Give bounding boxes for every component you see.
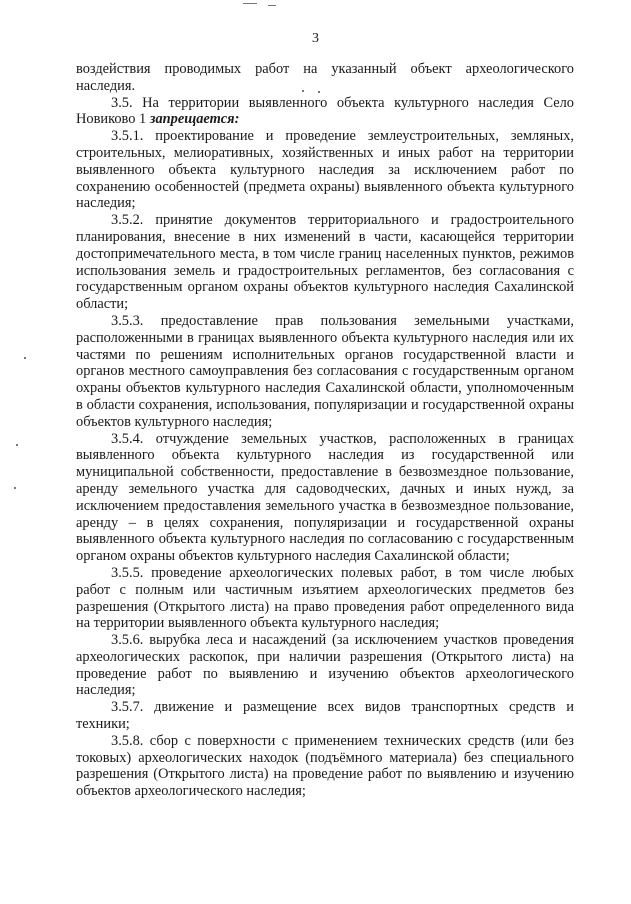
paragraph-3-5-1: 3.5.1. проектирование и проведение землеустроительных, земляных, строительных, мелиоративных, хозяйственных и иных работ на территории выявленного объекта культурного наследия за исключением работ по сохранению особенностей (предмета охраны) выявленного объекта культурного наследия; bbox=[76, 128, 574, 212]
paragraph-3-5-7: 3.5.7. движение и размещение всех видов транспортных средств и техники; bbox=[76, 699, 574, 733]
scan-artifact bbox=[268, 5, 276, 6]
paragraph: воздействия проводимых работ на указанный объект археологического наследия. bbox=[76, 61, 574, 94]
scan-artifact bbox=[24, 357, 26, 359]
scan-artifact bbox=[14, 487, 16, 489]
paragraph-3-5-5: 3.5.5. проведение археологических полевых работ, в том числе любых работ с полным или частичным изъятием археологических предметов без разрешения (Открытого листа) на право проведения работ определенного вида на территории выявленного объекта культурного наследия; bbox=[76, 564, 574, 632]
scan-artifact bbox=[243, 3, 257, 4]
document-body bbox=[76, 61, 574, 800]
emphasis-prohibited: запрещается: bbox=[149, 111, 240, 128]
paragraph-3-5-8: 3.5.8. сбор с поверхности с применением технических средств (или без токовых) археологических находок (подъёмного материала) без специального разрешения (Открытого листа) на проведение работ по выявлению и изучению объектов археологического наследия; bbox=[76, 732, 574, 800]
paragraph-3-5-2: 3.5.2. принятие документов территориального и градостроительного планирования, внесение в них изменений в части, касающейся территории достопримечательного места, в том числе границ населенных пунктов, режимов использования земель и градостроительных регламентов, без согласования с государственным органом охраны объектов культурного наследия Сахалинской области; bbox=[76, 212, 574, 313]
paragraph-3-5-3: 3.5.3. предоставление прав пользования земельными участками, расположенными в границах выявленного объекта культурного наследия или их частями по решениям исполнительных органов государственной власти и органов местного самоуправления без согласования с государственным органом охраны объектов культурного наследия Сахалинской области, уполномоченным в области сохранения, использования, популяризации и государственной охраны объектов культурного наследия; bbox=[76, 312, 574, 430]
page-number: 3 bbox=[312, 31, 319, 46]
paragraph-3-5-4: 3.5.4. отчуждение земельных участков, расположенных в границах выявленного объекта культурного наследия из государственной или муниципальной собственности, предоставление в безвозмездное пользование, аренду земельного участка для садоводческих, дачных и иных нужд, за исключением предоставления земельного участка в безвозмездное пользование, аренду – в целях сохранения, популяризации и государственной охраны выявленного объекта культурного наследия по согласованию с государственным органом охраны объектов культурного наследия Сахалинской области; bbox=[76, 430, 574, 565]
paragraph-3-5: 3.5. На территории выявленного объекта культурного наследия Село Новиково 1 запрещается: bbox=[76, 94, 574, 128]
paragraph-3-5-6: 3.5.6. вырубка леса и насаждений (за исключением участков проведения археологических раскопок, при наличии разрешения (Открытого листа) на проведение работ по выявлению и изучению объектов археологического наследия; bbox=[76, 632, 574, 699]
scan-artifact bbox=[16, 444, 18, 446]
